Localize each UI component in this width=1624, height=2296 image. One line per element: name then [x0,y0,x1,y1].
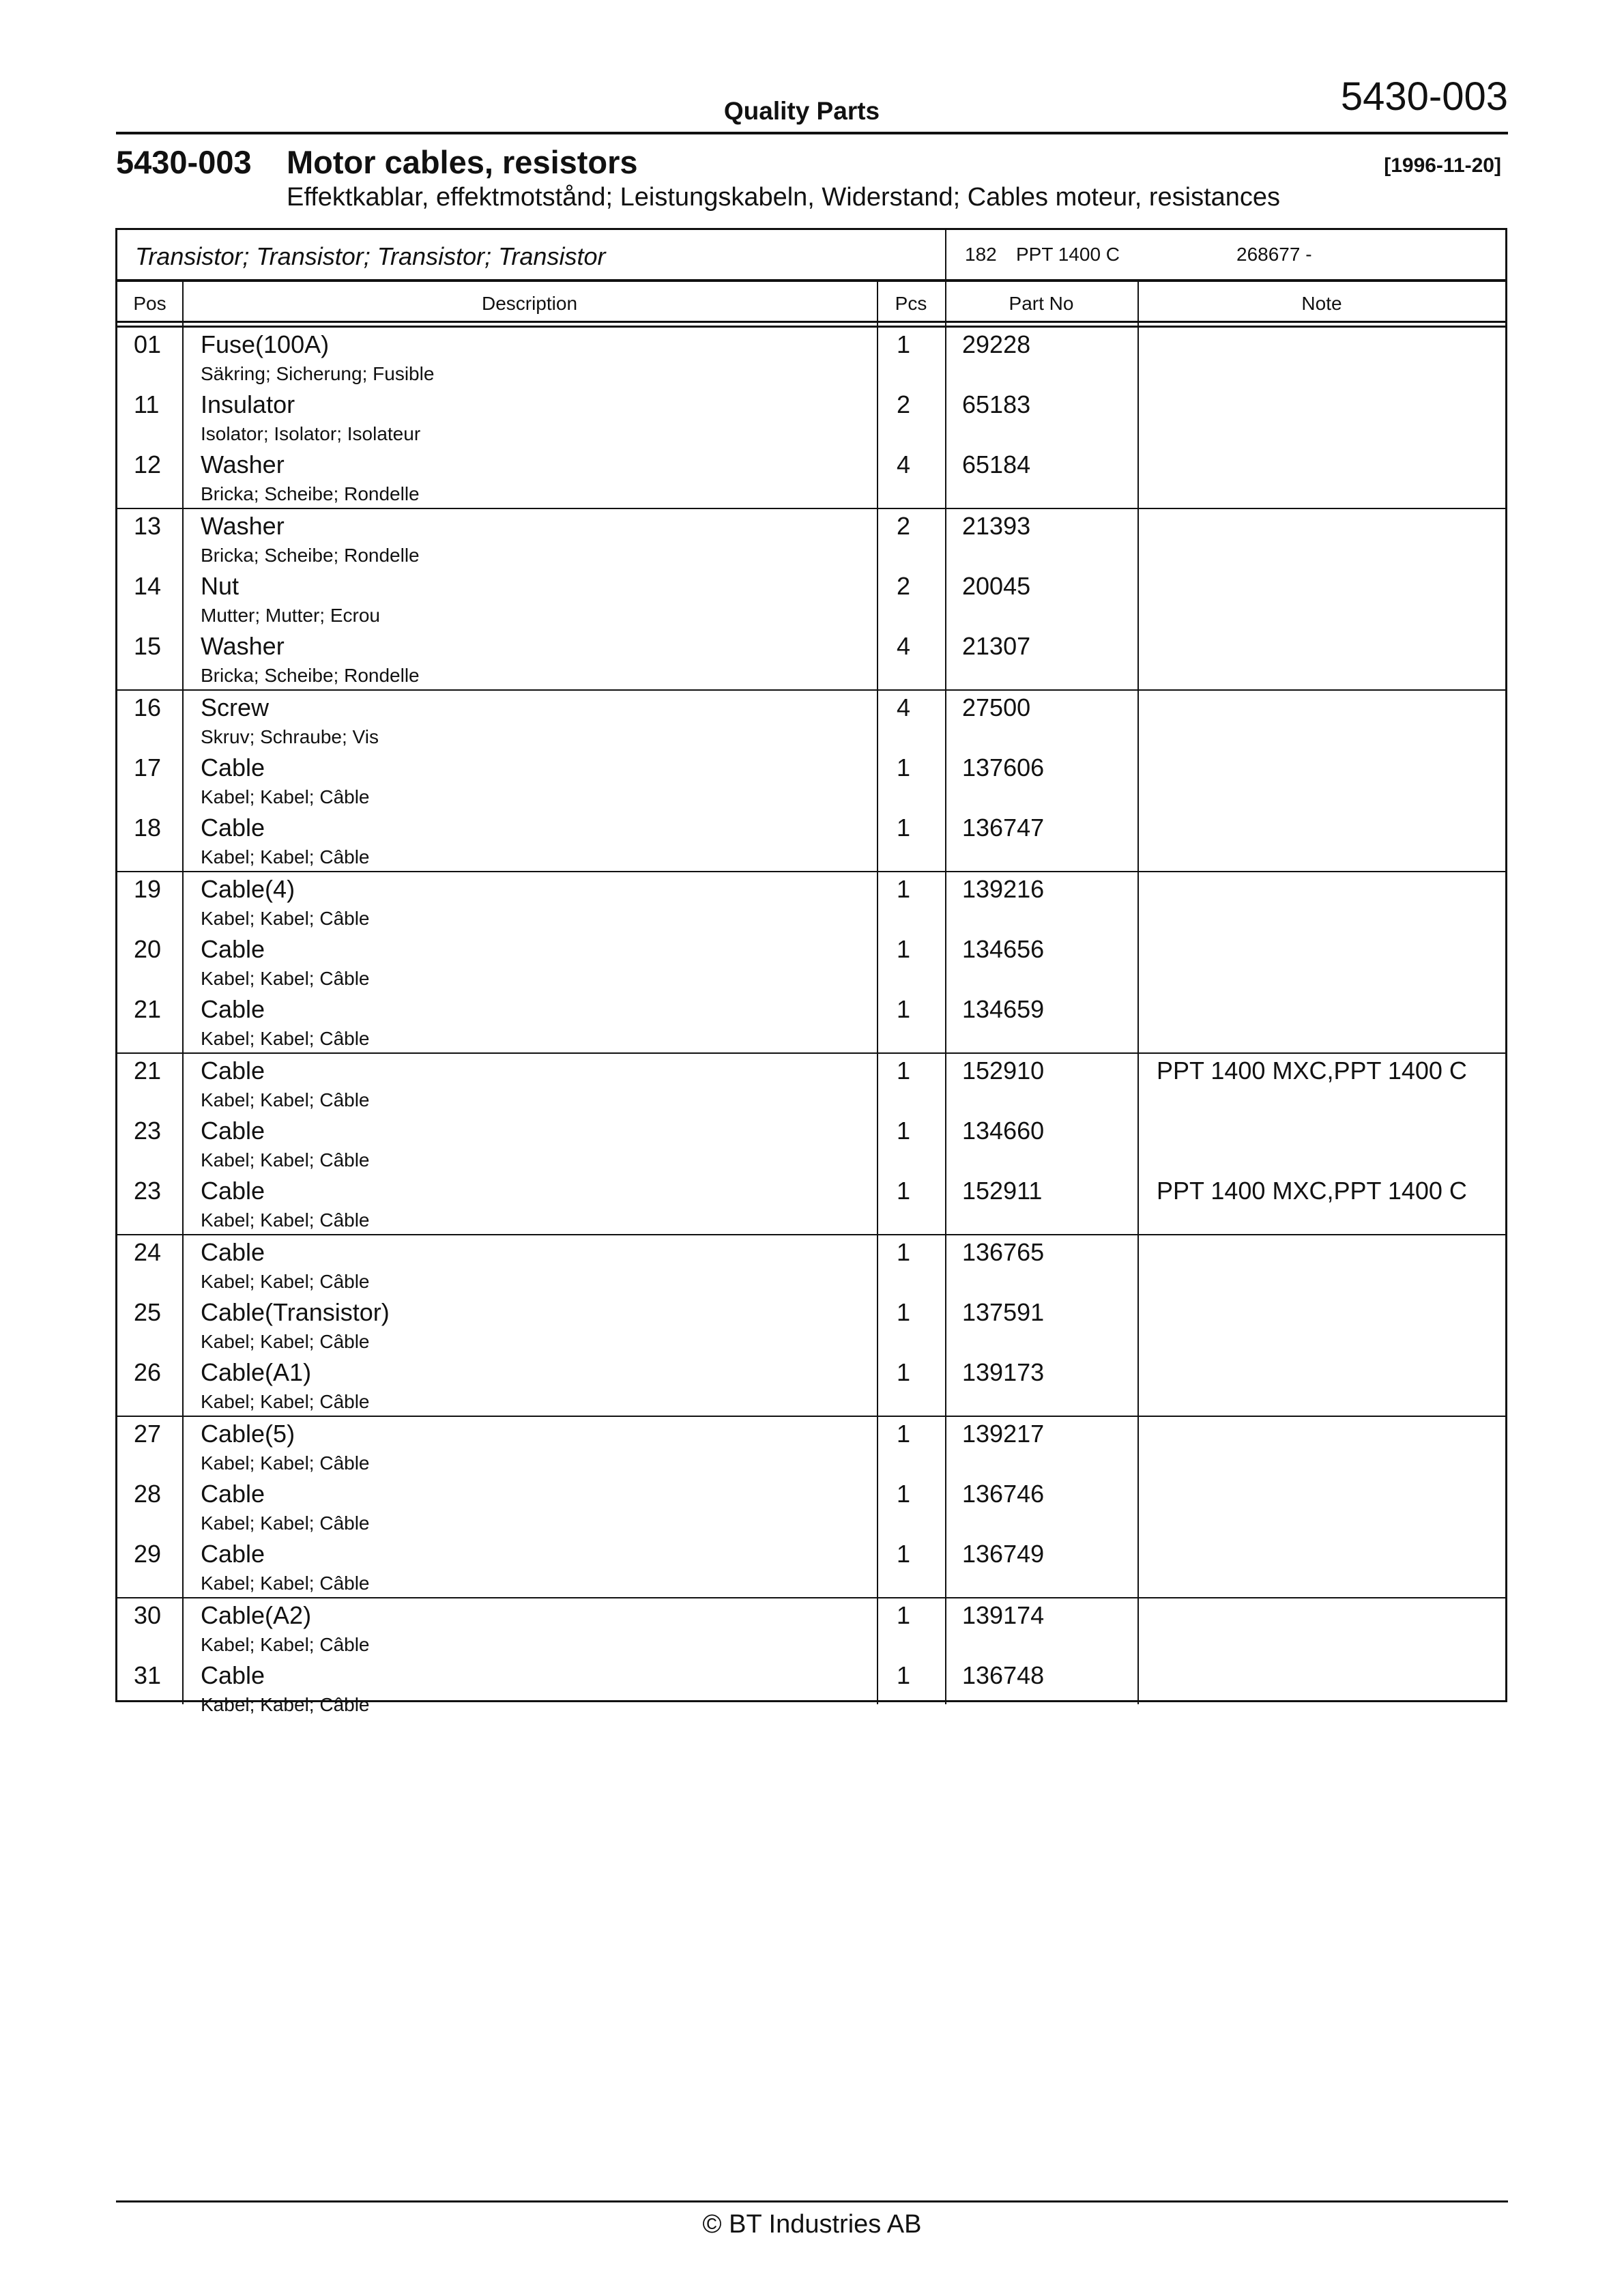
part-translations: Kabel; Kabel; Câble [201,786,370,807]
note-cell: PPT 1400 MXC,PPT 1400 C [1157,1057,1467,1085]
divider [945,230,946,282]
ref-number: 182 [965,244,997,265]
copyright: © BT Industries AB [702,2210,922,2239]
col-description: Description [481,293,578,314]
part-name: Washer [201,512,285,540]
note-cell: PPT 1400 MXC,PPT 1400 C [1157,1177,1467,1205]
pcs-cell: 1 [897,1057,911,1085]
table-body [117,328,1505,1715]
pos-cell: 13 [134,512,162,540]
part-number: 139173 [962,1358,1045,1386]
pos-cell: 27 [134,1420,162,1448]
pcs-cell: 2 [897,572,911,600]
part-name: Cable(Transistor) [201,1298,390,1326]
header-divider [116,132,1508,134]
pos-cell: 14 [134,572,162,600]
table-row [117,328,1505,388]
pcs-cell: 1 [897,1177,911,1205]
part-translations: Kabel; Kabel; Câble [201,1452,370,1474]
pos-cell: 21 [134,995,162,1023]
row-group [117,1235,1505,1417]
part-name: Washer [201,632,285,660]
part-number: 139217 [962,1420,1045,1448]
part-number: 21307 [962,632,1031,660]
part-name: Washer [201,450,285,478]
row-group [117,1417,1505,1598]
part-name: Cable [201,1480,265,1508]
table-row [117,992,1505,1052]
part-number: 136746 [962,1480,1045,1508]
table-row [117,1659,1505,1719]
part-number: 139174 [962,1601,1045,1629]
part-translations: Kabel; Kabel; Câble [201,1573,370,1594]
col-pcs: Pcs [895,293,927,314]
part-translations: Isolator; Isolator; Isolateur [201,423,421,444]
pos-cell: 01 [134,330,162,358]
row-group [117,1054,1505,1235]
table-title: Transistor; Transistor; Transistor; Transistor [135,242,606,270]
pos-cell: 18 [134,814,162,842]
pos-cell: 23 [134,1177,162,1205]
section-code: 5430-003 [116,144,252,180]
pcs-cell: 1 [897,1420,911,1448]
part-translations: Säkring; Sicherung; Fusible [201,363,435,384]
col-note: Note [1301,293,1342,314]
pcs-cell: 1 [897,1358,911,1386]
pcs-cell: 1 [897,1238,911,1266]
part-translations: Skruv; Schraube; Vis [201,726,379,747]
part-translations: Mutter; Mutter; Ecrou [201,605,380,626]
pos-cell: 15 [134,632,162,660]
pcs-cell: 1 [897,814,911,842]
part-name: Cable [201,995,265,1023]
part-translations: Bricka; Scheibe; Rondelle [201,545,420,566]
table-row [117,1355,1505,1416]
pcs-cell: 4 [897,450,911,478]
part-name: Cable [201,1057,265,1085]
section-subtitle: Effektkablar, effektmotstånd; Leistungskabeln, Widerstand; Cables moteur, resistances [287,183,1281,212]
part-name: Nut [201,572,240,600]
page-code: 5430-003 [1340,74,1508,119]
part-number: 136748 [962,1661,1045,1689]
part-name: Cable(A2) [201,1601,312,1629]
row-group [117,691,1505,872]
part-number: 152910 [962,1057,1045,1085]
pcs-cell: 2 [897,512,911,540]
part-number: 65184 [962,450,1031,478]
pos-cell: 12 [134,450,162,478]
row-group [117,509,1505,691]
part-name: Cable [201,814,265,842]
pos-cell: 20 [134,935,162,963]
table-row [117,932,1505,992]
pos-cell: 28 [134,1480,162,1508]
pcs-cell: 1 [897,875,911,903]
table-row [117,448,1505,508]
part-translations: Bricka; Scheibe; Rondelle [201,665,420,686]
part-translations: Kabel; Kabel; Câble [201,1694,370,1715]
table-row [117,691,1505,751]
table-row [117,1054,1505,1114]
pcs-cell: 1 [897,754,911,781]
part-translations: Kabel; Kabel; Câble [201,1149,370,1171]
table-row [117,1174,1505,1234]
pos-cell: 19 [134,875,162,903]
footer-divider [116,2200,1508,2202]
serial-number: 268677 - [1236,244,1312,265]
header-title: Quality Parts [723,97,880,125]
part-name: Cable(5) [201,1420,295,1448]
pos-cell: 17 [134,754,162,781]
table-row [117,569,1505,629]
part-translations: Kabel; Kabel; Câble [201,1634,370,1655]
pos-cell: 21 [134,1057,162,1085]
divider [877,282,878,1704]
part-translations: Kabel; Kabel; Câble [201,1331,370,1352]
part-name: Cable [201,935,265,963]
part-number: 152911 [962,1177,1043,1205]
part-name: Cable [201,1540,265,1568]
table-row [117,1235,1505,1295]
model: PPT 1400 C [1016,244,1120,265]
pos-cell: 26 [134,1358,162,1386]
table-row [117,751,1505,811]
table-row [117,388,1505,448]
part-number: 136765 [962,1238,1045,1266]
part-name: Cable [201,1117,265,1145]
part-number: 20045 [962,572,1031,600]
parts-table [115,228,1507,1715]
pcs-cell: 1 [897,1601,911,1629]
part-number: 21393 [962,512,1031,540]
pcs-cell: 1 [897,1298,911,1326]
table-row [117,1537,1505,1597]
part-translations: Kabel; Kabel; Câble [201,1271,370,1292]
part-name: Cable [201,1177,265,1205]
part-name: Fuse(100A) [201,330,330,358]
section-title: Motor cables, resistors [287,144,638,180]
pcs-cell: 1 [897,1540,911,1568]
column-header-row [117,282,1505,323]
part-number: 136747 [962,814,1045,842]
pcs-cell: 4 [897,693,911,721]
pcs-cell: 1 [897,1117,911,1145]
divider [182,282,184,1704]
table-row [117,509,1505,569]
part-translations: Kabel; Kabel; Câble [201,1512,370,1534]
divider [1137,282,1139,1704]
part-number: 134659 [962,995,1045,1023]
part-translations: Kabel; Kabel; Câble [201,908,370,929]
part-translations: Kabel; Kabel; Câble [201,1391,370,1412]
part-translations: Bricka; Scheibe; Rondelle [201,483,420,504]
part-number: 134660 [962,1117,1045,1145]
part-name: Cable(A1) [201,1358,312,1386]
part-name: Cable [201,1238,265,1266]
pos-cell: 30 [134,1601,162,1629]
pcs-cell: 1 [897,935,911,963]
part-number: 136749 [962,1540,1045,1568]
pcs-cell: 4 [897,632,911,660]
part-translations: Kabel; Kabel; Câble [201,1209,370,1231]
row-group [117,1598,1505,1719]
divider [945,282,946,1704]
part-name: Screw [201,693,270,721]
pos-cell: 25 [134,1298,162,1326]
pos-cell: 24 [134,1238,162,1266]
col-pos: Pos [133,293,166,314]
table-row [117,811,1505,871]
pcs-cell: 1 [897,1480,911,1508]
pos-cell: 23 [134,1117,162,1145]
table-row [117,1417,1505,1477]
part-number: 27500 [962,693,1031,721]
pos-cell: 31 [134,1661,162,1689]
part-name: Cable [201,754,265,781]
table-row [117,1477,1505,1537]
table-row [117,629,1505,689]
part-translations: Kabel; Kabel; Câble [201,968,370,989]
part-translations: Kabel; Kabel; Câble [201,1089,370,1110]
part-translations: Kabel; Kabel; Câble [201,846,370,867]
table-title-row [117,230,1505,282]
pcs-cell: 1 [897,330,911,358]
row-group [117,328,1505,509]
col-part-no: Part No [1009,293,1074,314]
part-name: Cable(4) [201,875,295,903]
row-group [117,872,1505,1054]
pcs-cell: 1 [897,1661,911,1689]
table-row [117,1598,1505,1659]
part-name: Cable [201,1661,265,1689]
part-number: 137606 [962,754,1045,781]
table-row [117,872,1505,932]
part-translations: Kabel; Kabel; Câble [201,1028,370,1049]
section-date: [1996-11-20] [1384,154,1501,177]
part-number: 134656 [962,935,1045,963]
pos-cell: 16 [134,693,162,721]
part-number: 139216 [962,875,1045,903]
part-number: 29228 [962,330,1031,358]
part-number: 137591 [962,1298,1045,1326]
table-row [117,1295,1505,1355]
pcs-cell: 2 [897,390,911,418]
table-row [117,1114,1505,1174]
pcs-cell: 1 [897,995,911,1023]
part-number: 65183 [962,390,1031,418]
part-name: Insulator [201,390,295,418]
pos-cell: 29 [134,1540,162,1568]
pos-cell: 11 [134,390,160,418]
